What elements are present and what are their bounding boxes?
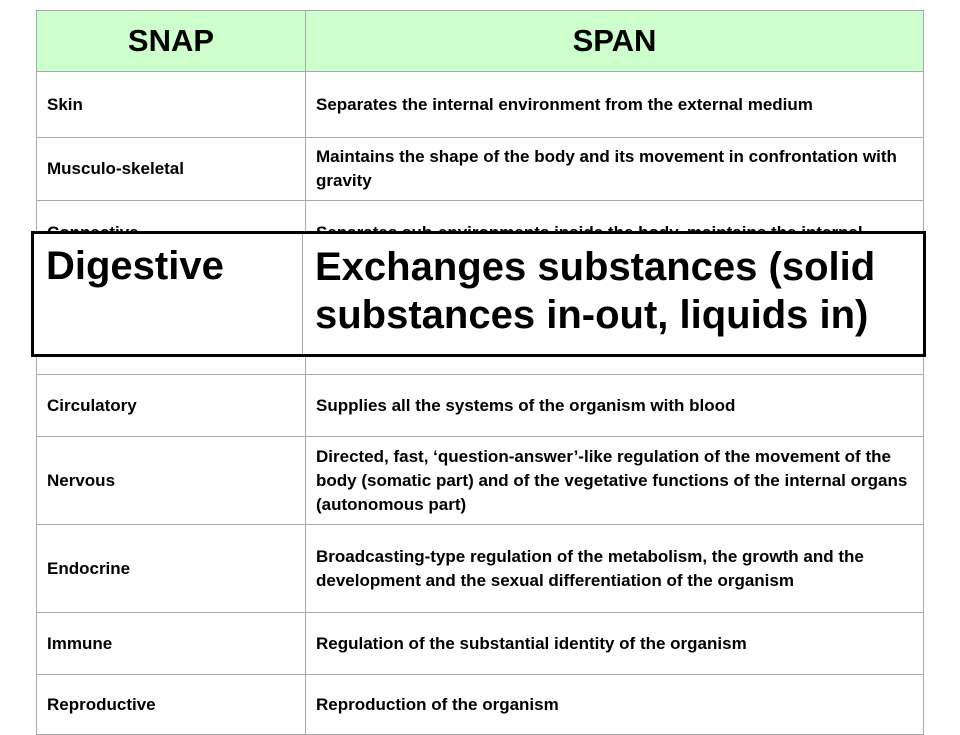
table-row xyxy=(37,375,924,437)
table-row xyxy=(37,525,924,613)
header-span: SPAN xyxy=(306,11,924,72)
function-cell: Regulation of the substantial identity of the organism xyxy=(306,613,924,675)
system-cell: Circulatory xyxy=(37,375,306,437)
header-row xyxy=(37,11,924,72)
table-row xyxy=(37,138,924,201)
snap-span-table xyxy=(36,10,924,735)
function-cell: Separates the internal environment from the external medium xyxy=(306,72,924,138)
function-cell: Broadcasting-type regulation of the metabolism, the growth and the development and the sexual differentiation of the organism xyxy=(306,525,924,613)
system-cell: Musculo-skeletal xyxy=(37,138,306,201)
header-snap: SNAP xyxy=(37,11,306,72)
system-cell: Nervous xyxy=(37,437,306,525)
system-cell: Skin xyxy=(37,72,306,138)
table-row xyxy=(37,437,924,525)
table-row xyxy=(37,675,924,735)
system-cell: Endocrine xyxy=(37,525,306,613)
table-row xyxy=(37,613,924,675)
digestive-highlight-box xyxy=(31,231,926,357)
function-cell: Supplies all the systems of the organism with blood xyxy=(306,375,924,437)
function-cell: Directed, fast, ‘question-answer’-like regulation of the movement of the body (somatic part) and of the vegetative functions of the internal organs (autonomous part) xyxy=(306,437,924,525)
highlight-system: Digestive xyxy=(34,234,303,354)
function-cell: Maintains the shape of the body and its movement in confrontation with gravity xyxy=(306,138,924,201)
system-cell: Immune xyxy=(37,613,306,675)
highlight-function: Exchanges substances (solid substances in-out, liquids in) xyxy=(315,245,876,337)
table-row xyxy=(37,72,924,138)
function-cell: Reproduction of the organism xyxy=(306,675,924,735)
system-cell: Reproductive xyxy=(37,675,306,735)
